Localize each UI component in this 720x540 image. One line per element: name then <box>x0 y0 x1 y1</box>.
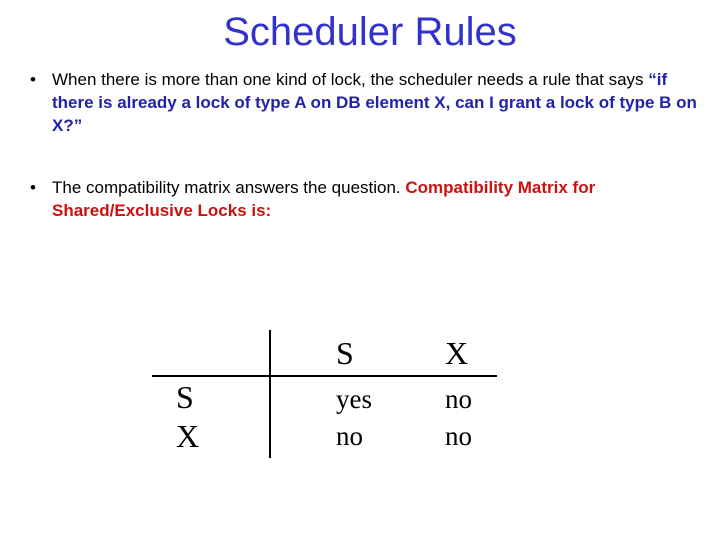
matrix-horizontal-divider <box>152 375 497 377</box>
bullet-plain-text: The compatibility matrix answers the question. <box>52 178 406 197</box>
matrix-cell-s-s: yes <box>336 384 372 414</box>
bullet-emphasis-text: Compatibility Matrix for Shared/Exclusive Locks is: <box>52 178 596 220</box>
matrix-vertical-divider <box>269 330 271 458</box>
matrix-cell-x-x: no <box>445 421 472 451</box>
slide-title: Scheduler Rules <box>223 10 517 54</box>
matrix-column-header-x: X <box>445 335 469 371</box>
matrix-cell-s-x: no <box>445 384 472 414</box>
bullet-dot-icon: • <box>30 70 36 89</box>
bullet-dot-icon: • <box>30 178 36 197</box>
bullet-emphasis-text: “if there is already a lock of type A on DB element X, can I grant a lock of type B on X?” <box>52 70 697 135</box>
bullet-plain-text: When there is more than one kind of lock, the scheduler needs a rule that says <box>52 70 649 89</box>
matrix-row-header-x: X <box>176 418 200 454</box>
matrix-column-header-s: S <box>336 335 354 371</box>
matrix-row-header-s: S <box>176 379 194 415</box>
matrix-cell-x-s: no <box>336 421 363 451</box>
